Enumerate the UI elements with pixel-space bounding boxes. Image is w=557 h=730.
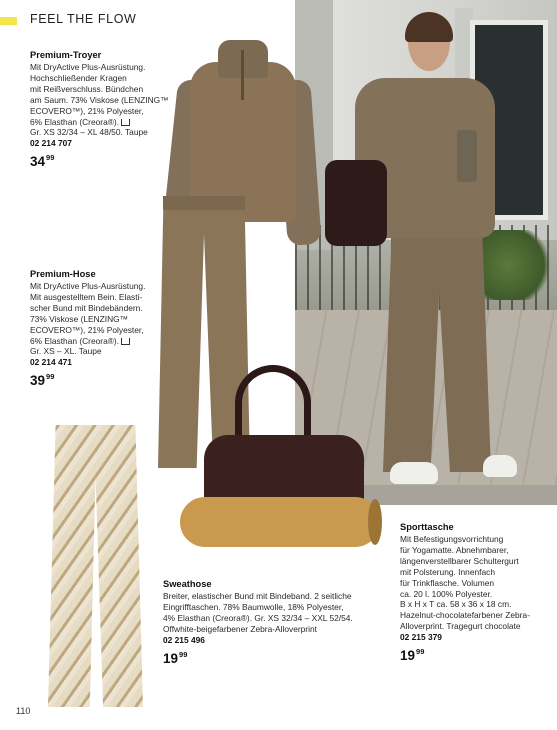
product-hose [30, 268, 145, 387]
product-code: 02 215 379 [400, 632, 442, 643]
product-name: Sporttasche [400, 522, 454, 532]
product-code: 02 215 496 [163, 634, 205, 645]
product-name: Sweathose [163, 579, 212, 589]
accent-bar [0, 17, 17, 25]
product-name: Premium-Hose [30, 269, 96, 279]
product-line: am Saum. 73% Viskose (LENZING™ [30, 94, 169, 105]
model-shoe-right [483, 455, 517, 477]
product-price: $19^{99}$ [400, 647, 425, 664]
wash-icon [121, 119, 130, 126]
product-line: Offwhite-beigefarbener Zebra-Alloverprint [163, 623, 317, 634]
product-line: Mit Befestigungsvorrichtung [400, 534, 504, 544]
product-line: Hochschließender Kragen [30, 72, 127, 83]
product-price: $34^{99}$ [30, 153, 55, 170]
product-troyer [30, 49, 169, 168]
plants [475, 230, 557, 300]
product-code: 02 214 707 [30, 138, 72, 149]
product-line: scher Bund mit Bindebändern. [30, 302, 143, 313]
hose-waistband [163, 196, 245, 210]
product-line: Mit DryActive Plus-Ausrüstung. [30, 62, 146, 72]
model-shoe-left [390, 462, 438, 484]
product-line: Mit DryActive Plus-Ausrüstung. [30, 281, 146, 291]
product-line: mit Reißverschluss. Bündchen [30, 83, 144, 94]
product-code: 02 214 471 [30, 357, 72, 368]
product-price: $19^{99}$ [163, 649, 188, 666]
product-line: 4% Elasthan (Creora®). Gr. XS 32/34 – XXL 52/54. [163, 612, 353, 623]
product-line: B x H x T ca. 58 x 36 x 18 cm. [400, 599, 512, 610]
product-line: 73% Viskose (LENZING™ [30, 313, 129, 324]
sweathose-image [48, 425, 143, 707]
wash-icon [121, 338, 130, 345]
product-line: Mit ausgestelltem Bein. Elasti- [30, 291, 143, 302]
product-sweathose [163, 578, 353, 664]
product-line: ECOVERO™), 21% Polyester, [30, 324, 144, 335]
product-line: 6% Elasthan (Creora®). [30, 335, 120, 346]
sweathose-legs [48, 425, 143, 707]
product-name: Premium-Troyer [30, 50, 102, 60]
troyer-zipper [241, 50, 244, 100]
product-price: $39^{99}$ [30, 372, 55, 389]
product-line: Gr. XS – XL. Taupe [30, 346, 102, 357]
yoga-mat-end [368, 499, 382, 545]
product-line: längenverstellbarer Schultergurt [400, 555, 519, 566]
product-line: ECOVERO™), 21% Polyester, [30, 105, 144, 116]
product-line: für Yogamatte. Abnehmbarer, [400, 544, 509, 555]
product-line: Breiter, elastischer Bund mit Bindeband. 2 seitliche [163, 591, 352, 601]
model-bag [325, 160, 387, 246]
page-number: 110 [16, 706, 31, 716]
product-line: Hazelnut-chocolatefarbener Zebra- [400, 610, 530, 621]
sporttasche-image [180, 365, 380, 551]
product-line: Eingrifftaschen. 78% Baumwolle, 18% Polyester, [163, 601, 344, 612]
product-line: mit Polsterung. Innenfach [400, 566, 495, 577]
product-line: Alloverprint. Tragegurt chocolate [400, 621, 521, 632]
yoga-mat [180, 497, 380, 547]
section-title: FEEL THE FLOW [30, 12, 137, 26]
product-sporttasche [400, 521, 530, 662]
model-cup [457, 130, 477, 182]
product-line: 6% Elasthan (Creora®). [30, 116, 120, 127]
product-line: Gr. XS 32/34 – XL 48/50. Taupe [30, 127, 148, 138]
product-line: für Trinkflasche. Volumen [400, 577, 495, 588]
product-line: ca. 20 l. 100% Polyester. [400, 588, 493, 599]
